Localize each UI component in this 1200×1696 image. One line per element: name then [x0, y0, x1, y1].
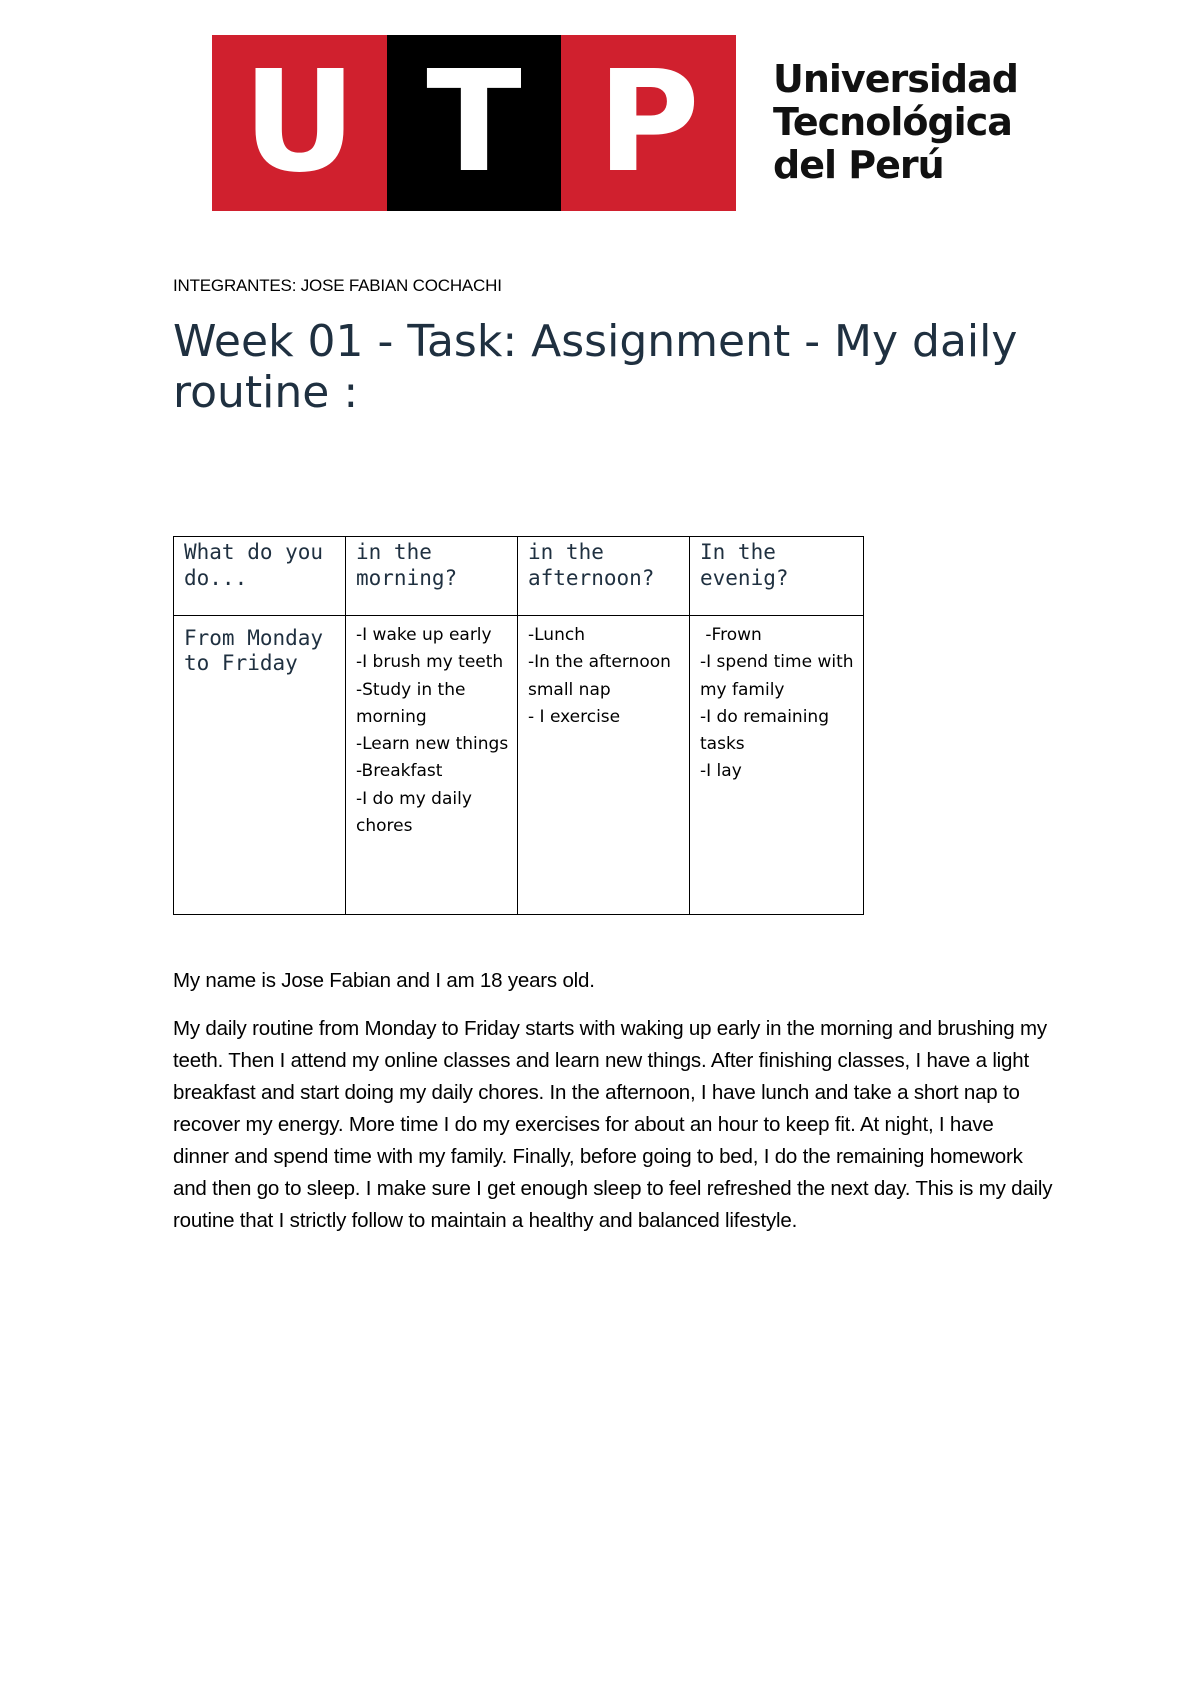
list-item: -Lunch: [528, 625, 585, 645]
header-cell: [690, 537, 864, 616]
list-item: -I do my daily chores: [356, 788, 472, 837]
utp-logo: [212, 35, 736, 211]
integrantes-line: INTEGRANTES: JOSE FABIAN COCHACHI: [173, 276, 502, 295]
list-item: -In the afternoon small nap: [528, 652, 671, 700]
evening-list: [700, 616, 855, 786]
university-name-line: Universidad: [773, 57, 1018, 101]
list-item: -I lay: [700, 761, 742, 782]
row-label-cell: [174, 616, 346, 915]
table-row: [174, 616, 864, 915]
page-title: Week 01 - Task: Assignment - My daily routine :: [173, 316, 1018, 418]
logo-letter-p: P: [561, 35, 736, 211]
list-item: -I wake up early: [356, 625, 492, 645]
morning-list: [356, 616, 509, 840]
header-morning: in the morning?: [356, 540, 458, 590]
afternoon-list: [528, 616, 681, 731]
morning-cell: [346, 616, 518, 915]
list-item: -Frown: [700, 625, 762, 645]
list-item: -I do remaining tasks: [700, 706, 829, 755]
university-name-line: del Perú: [773, 143, 944, 187]
intro-paragraph: My name is Jose Fabian and I am 18 years old.: [173, 969, 595, 992]
routine-paragraph: My daily routine from Monday to Friday starts with waking up early in the morning and brushing my teeth. Then I attend my online classes and learn new things. After finishing classes, I have a light breakfast and start doing my daily chores. In the afternoon, I have lunch and take a short nap to recover my energy. More time I do my exercises for about an hour to keep fit. At night, I have dinner and spend time with my family. Finally, before going to bed, I do the remaining homework and then go to sleep. I make sure I get enough sleep to feel refreshed the next day. This is my daily routine that I strictly follow to maintain a healthy and balanced lifestyle.: [173, 1017, 1053, 1232]
header-cell: [518, 537, 690, 616]
logo-letter-u: U: [212, 35, 387, 211]
list-item: -Breakfast: [356, 761, 443, 782]
list-item: -Learn new things: [356, 734, 509, 755]
list-item: - I exercise: [528, 706, 621, 727]
university-name-line: Tecnológica: [773, 100, 1012, 144]
afternoon-cell: [518, 616, 690, 915]
header-evening: In the evenig?: [700, 540, 789, 590]
list-item: -I spend time with my family: [700, 652, 854, 700]
header-cell: [346, 537, 518, 616]
logo-letter-t: T: [387, 35, 561, 211]
list-item: -Study in the morning: [356, 679, 466, 727]
header-cell: [174, 537, 346, 616]
header-what: What do you do...: [184, 540, 324, 590]
row-label: From Monday to Friday: [184, 626, 324, 675]
header-afternoon: in the afternoon?: [528, 540, 655, 590]
routine-table: [173, 536, 864, 915]
list-item: -I brush my teeth: [356, 652, 504, 673]
university-name: [773, 58, 1018, 187]
table-header-row: [174, 537, 864, 616]
evening-cell: [690, 616, 864, 915]
